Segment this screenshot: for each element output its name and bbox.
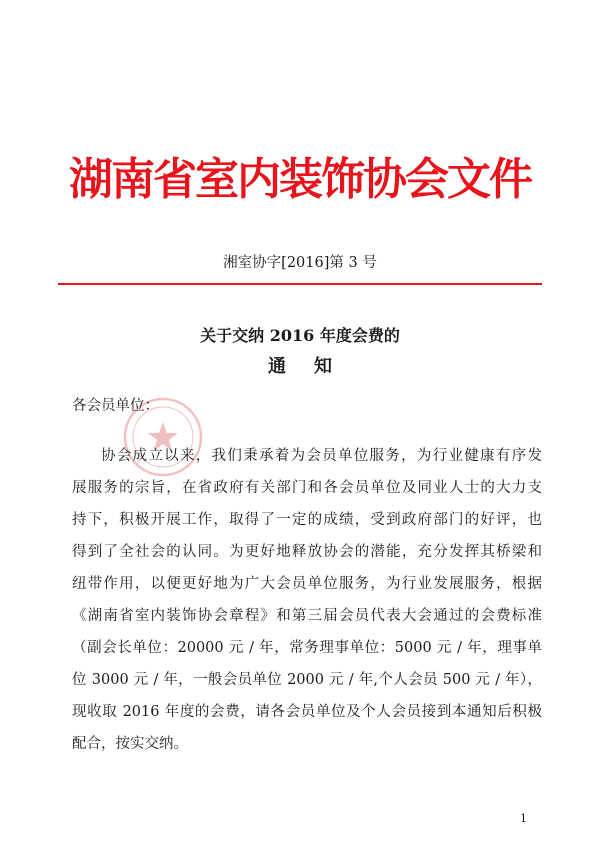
page-number: 1 [520, 812, 527, 825]
body-line: 现收取 2016 年度的会费，请各会员单位及个人会员接到本通知后积极 [72, 704, 542, 720]
body-text [72, 440, 542, 760]
red-divider-line [58, 283, 542, 285]
body-line: 《湖南省室内装饰协会章程》和第三届会员代表大会通过的会费标准 [72, 608, 542, 624]
body-line: 展服务的宗旨，在省政府有关部门和各会员单位及同业人士的大力支 [72, 480, 542, 496]
body-line: 协会成立以来，我们秉承着为会员单位服务，为行业健康有序发 [101, 448, 542, 464]
body-line: 得到了全社会的认同。为更好地释放协会的潜能，充分发挥其桥梁和 [72, 544, 542, 560]
body-line: 位 3000 元 / 年，一般会员单位 2000 元 / 年,个人会员 500 元 / 年）， [72, 672, 542, 688]
body-line: （副会长单位：20000 元 / 年，常务理事单位：5000 元 / 年，理事单 [72, 640, 542, 656]
salutation: 各会员单位： [72, 398, 159, 414]
header-title: 湖南省室内装饰协会文件 [69, 154, 531, 205]
body-line: 配合，按实交纳。 [72, 736, 188, 752]
notice-subtitle: 通知 [268, 356, 360, 377]
notice-title: 关于交纳 2016 年度会费的 [200, 326, 400, 345]
document-number: 湘室协字[2016]第 3 号 [223, 255, 377, 271]
body-line: 纽带作用，以便更好地为广大会员单位服务，为行业发展服务，根据 [72, 576, 542, 592]
body-line: 持下，积极开展工作，取得了一定的成绩，受到政府部门的好评，也 [72, 512, 542, 528]
